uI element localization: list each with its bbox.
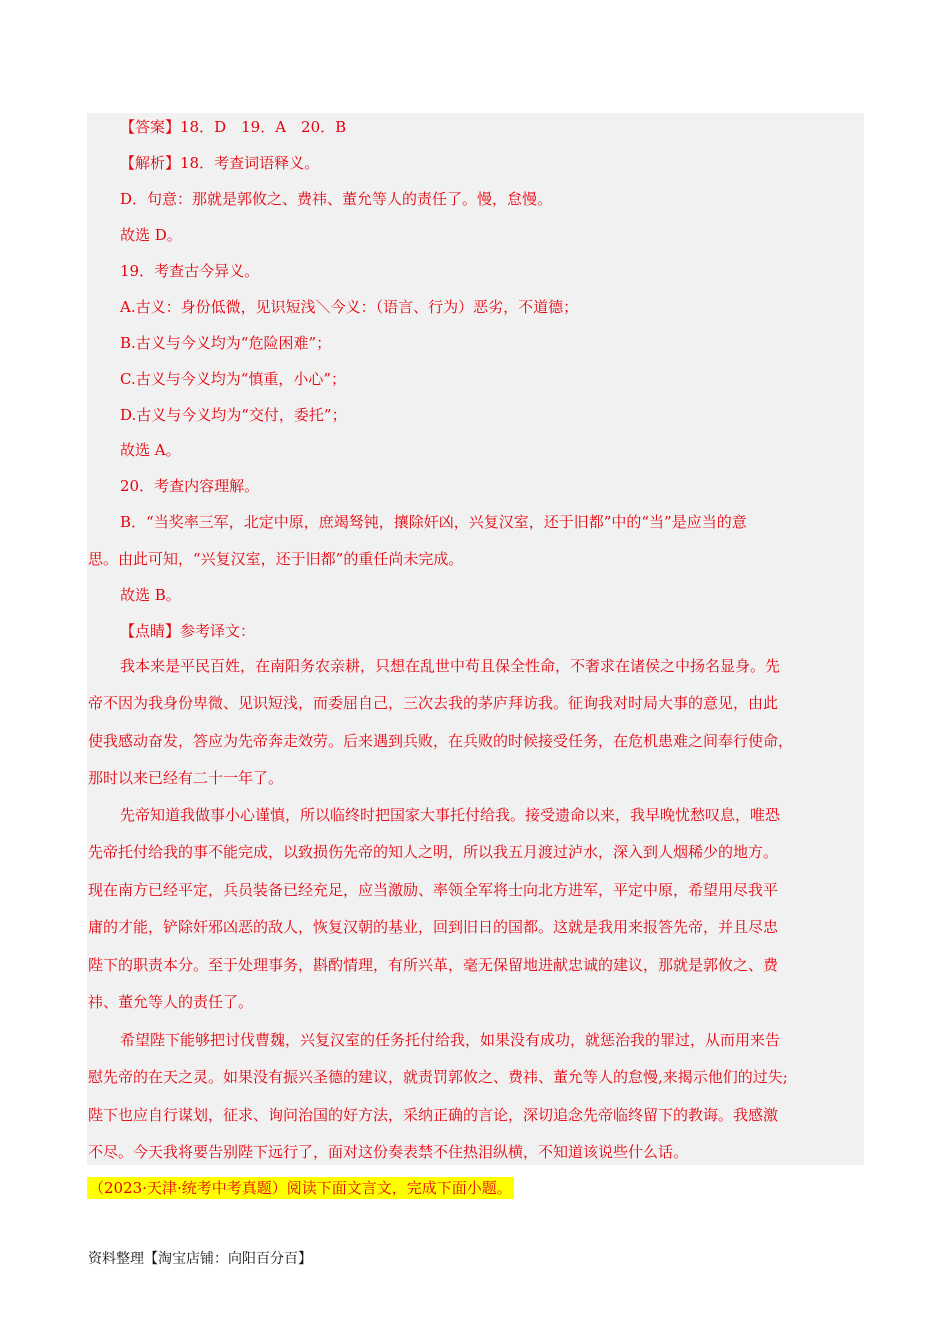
translation-line: 那时以来已经有二十一年了。 (88, 769, 284, 787)
analysis-line: 思。由此可知，“兴复汉室，还于旧都”的重任尚未完成。 (88, 550, 464, 568)
analysis-line: 19．考查古今异义。 (120, 262, 260, 280)
translation-line: 使我感动奋发，答应为先帝奔走效劳。后来遇到兵败，在兵败的时候接受任务，在危机患难之间奉行使命， (88, 732, 794, 750)
analysis-line: 故选 D。 (120, 226, 182, 244)
analysis-line: 故选 B。 (120, 586, 181, 604)
translation-line: 陛下也应自行谋划，征求、询问治国的好方法，采纳正确的言论，深切追念先帝临终留下的教诲。我感激 (88, 1106, 779, 1124)
analysis-line: D.古义与今义均为“交付，委托”； (120, 406, 347, 424)
translation-line: 希望陛下能够把讨伐曹魏，兴复汉室的任务托付给我，如果没有成功，就惩治我的罪过，从而用来告 (120, 1031, 781, 1049)
translation-line: 现在南方已经平定，兵员装备已经充足，应当激励、率领全军将士向北方进军，平定中原，希望用尽我平 (88, 881, 779, 899)
translation-line: 帝不因为我身份卑微、见识短浅，而委屈自己，三次去我的茅庐拜访我。征询我对时局大事的意见，由此 (88, 694, 779, 712)
analysis-line: C.古义与今义均为“慎重，小心”； (120, 370, 347, 388)
dianjing-heading: 【点睛】参考译文： (120, 622, 256, 640)
translation-line: 慰先帝的在天之灵。如果没有振兴圣德的建议，就责罚郭攸之、费祎、董允等人的怠慢,来揭示他们的过失; (88, 1068, 788, 1086)
analysis-line: 故选 A。 (120, 441, 181, 459)
analysis-line: B.古义与今义均为“危险困难”； (120, 334, 332, 352)
analysis-line: A.古义：身份低微，见识短浅＼今义：（语言、行为）恶劣，不道德； (120, 298, 579, 316)
translation-line: 祎、董允等人的责任了。 (88, 993, 254, 1011)
analysis-line: 20．考查内容理解。 (120, 477, 260, 495)
translation-line: 庸的才能，铲除奸邪凶恶的敌人，恢复汉朝的基业，回到旧日的国都。这就是我用来报答先帝，并且尽忠 (88, 918, 779, 936)
translation-line: 陛下的职责本分。至于处理事务，斟酌情理，有所兴革，毫无保留地进献忠诚的建议，那就是郭攸之、费 (88, 956, 779, 974)
translation-line: 不尽。今天我将要告别陛下远行了，面对这份奏表禁不住热泪纵横，不知道该说些什么话。 (88, 1143, 689, 1161)
translation-line: 先帝托付给我的事不能完成，以致损伤先帝的知人之明，所以我五月渡过泸水，深入到人烟稀少的地方。 (88, 843, 779, 861)
analysis-heading: 【解析】18．考查词语释义。 (120, 154, 320, 172)
translation-line: 先帝知道我做事小心谨慎，所以临终时把国家大事托付给我。接受遗命以来，我早晚忧愁叹息，唯恐 (120, 806, 781, 824)
page-footer: 资料整理【淘宝店铺：向阳百分百】 (88, 1251, 312, 1267)
analysis-line: D．句意：那就是郭攸之、费祎、董允等人的责任了。慢，怠慢。 (120, 190, 553, 208)
answer-line: 【答案】18．D 19．A 20．B (120, 118, 347, 136)
translation-line: 我本来是平民百姓，在南阳务农亲耕，只想在乱世中苟且保全性命，不奢求在诸侯之中扬名显身。先 (120, 657, 781, 675)
question-intro: （2023·天津·统考中考真题）阅读下面文言文，完成下面小题。 (89, 1179, 512, 1197)
analysis-line: B．“当奖率三军，北定中原，庶竭驽钝，攘除奸凶，兴复汉室，还于旧都”中的“当”是应当的意 (120, 513, 747, 531)
